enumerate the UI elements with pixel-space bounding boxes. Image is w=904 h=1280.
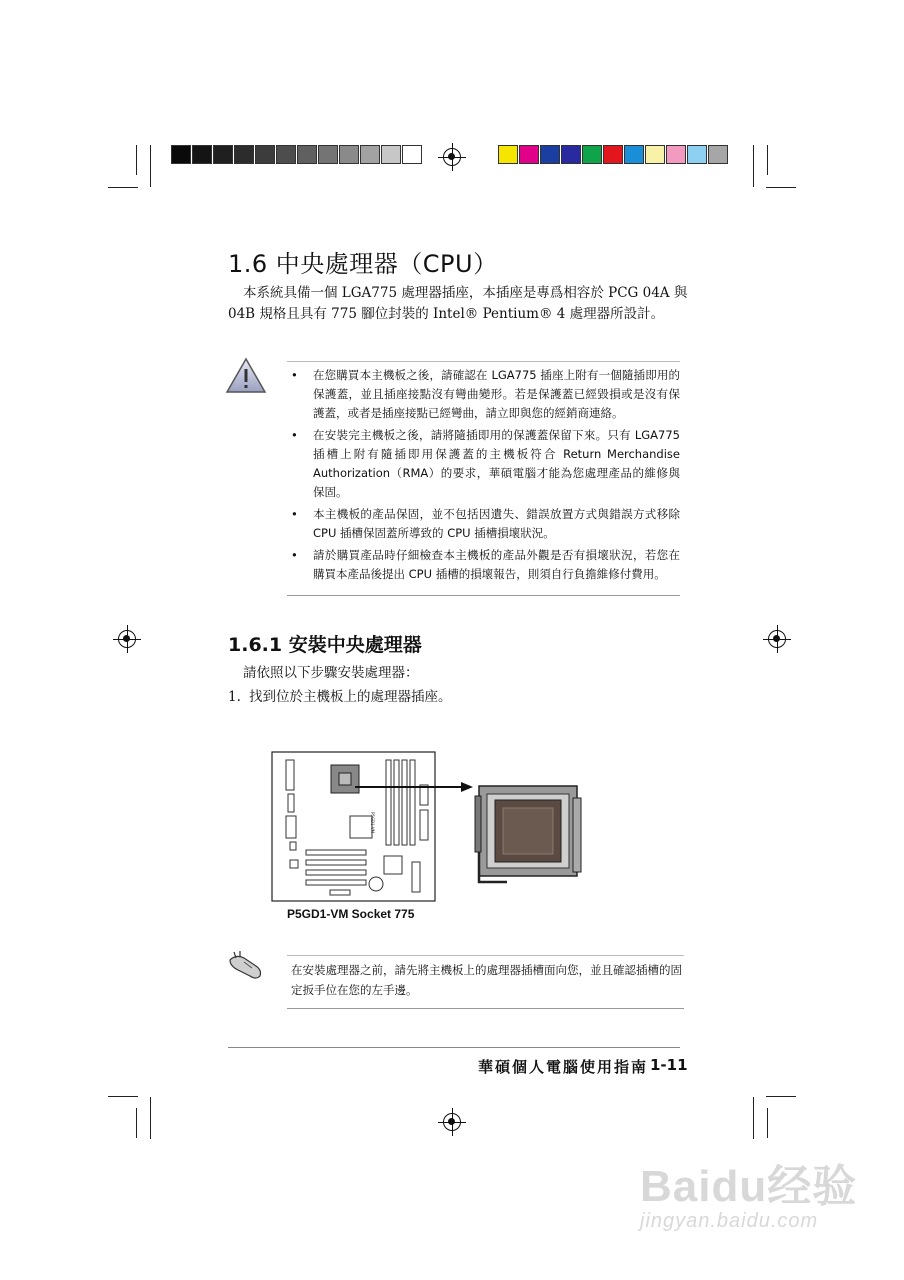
- watermark-site: jingyan.baidu.com: [640, 1210, 819, 1232]
- color-swatch: [318, 145, 338, 164]
- color-swatch: [666, 145, 686, 164]
- color-swatch: [297, 145, 317, 164]
- color-swatch: [708, 145, 728, 164]
- intro-line-1: 本系統具備一個 LGA775 處理器插座，本插座是專爲相容於 PCG 04A 與: [243, 285, 688, 301]
- color-swatch: [540, 145, 560, 164]
- crop-mark: [150, 1097, 151, 1139]
- crop-mark: [108, 187, 138, 188]
- crop-mark: [108, 1096, 138, 1097]
- step-text: 找到位於主機板上的處理器插座。: [249, 689, 452, 705]
- registration-mark-icon: [118, 630, 136, 648]
- color-swatch: [234, 145, 254, 164]
- color-swatch: [402, 145, 422, 164]
- color-swatch: [276, 145, 296, 164]
- note-text: 在安裝處理器之前，請先將主機板上的處理器插槽面向您，並且確認插槽的固定扳手位在您的左手邊。: [291, 963, 682, 997]
- registration-mark-icon: [443, 148, 461, 166]
- install-lead: 請依照以下步驟安裝處理器：: [243, 665, 419, 681]
- crop-mark: [150, 145, 151, 187]
- note-box: [287, 955, 684, 1009]
- color-swatch: [624, 145, 644, 164]
- color-swatch: [687, 145, 707, 164]
- color-swatch: [171, 145, 191, 164]
- color-swatch: [603, 145, 623, 164]
- color-swatch: [213, 145, 233, 164]
- footer-title: 華碩個人電腦使用指南: [478, 1058, 649, 1076]
- page-number: 1-11: [650, 1056, 688, 1074]
- crop-mark: [767, 145, 768, 175]
- color-swatch: [339, 145, 359, 164]
- crop-mark: [766, 187, 796, 188]
- step-number: 1.: [228, 689, 241, 705]
- intro-line-2: 04B 規格且具有 775 腳位封裝的 Intel® Pentium® 4 處理器所設計。: [228, 306, 665, 322]
- baidu-watermark: [640, 1150, 857, 1233]
- cpu-socket-illustration: [473, 782, 585, 890]
- board-label: P5GD1-VM: [370, 812, 375, 834]
- color-swatch: [519, 145, 539, 164]
- section-title: 1.6 中央處理器（CPU）: [228, 250, 498, 278]
- color-swatch: [498, 145, 518, 164]
- color-swatch: [645, 145, 665, 164]
- hand-note-icon: [226, 950, 266, 982]
- color-swatch: [582, 145, 602, 164]
- figure-caption: P5GD1-VM Socket 775: [287, 907, 415, 921]
- warning-item: • 本主機板的產品保固，並不包括因遺失、錯誤放置方式與錯誤方式移除 CPU 插槽保固蓋所導致的 CPU 插槽損壞狀況。: [287, 505, 680, 543]
- crop-mark: [766, 1096, 796, 1097]
- warning-item: • 請於購買產品時仔細檢查本主機板的產品外觀是否有損壞狀況，若您在購買本產品後提出 CPU 插槽的損壞報告，則須自行負擔維修付費用。: [287, 546, 680, 584]
- warning-item: • 在安裝完主機板之後，請將隨插即用的保護蓋保留下來。只有 LGA775 插槽上附有隨插即用保護蓋的主機板符合 Return Merchandise Authorization（RMA）的要求，華碩電腦才能為您處理產品的維修與保固。: [287, 426, 680, 502]
- warning-triangle-icon: [224, 356, 268, 396]
- crop-mark: [753, 145, 754, 187]
- motherboard-diagram: [270, 750, 440, 905]
- crop-mark: [753, 1097, 754, 1139]
- color-swatch: [192, 145, 212, 164]
- grayscale-color-bar: [171, 145, 423, 164]
- registration-mark-icon: [443, 1113, 461, 1131]
- crop-mark: [767, 1108, 768, 1138]
- color-swatch: [255, 145, 275, 164]
- warning-box: [287, 361, 680, 596]
- color-swatch: [360, 145, 380, 164]
- subsection-title: 1.6.1 安裝中央處理器: [228, 634, 422, 656]
- crop-mark: [136, 145, 137, 175]
- cmyk-color-bar: [498, 145, 729, 164]
- warning-item: • 在您購買本主機板之後，請確認在 LGA775 插座上附有一個隨插即用的保護蓋，並且插座接點沒有彎曲變形。若是保護蓋已經毀損或是沒有保護蓋，或者是插座接點已經彎曲，請立即與您的經銷商連絡。: [287, 366, 680, 423]
- arrow-right-icon: [355, 778, 475, 790]
- crop-mark: [136, 1108, 137, 1138]
- footer-rule: [228, 1047, 680, 1048]
- watermark-logo: Baidu经验: [640, 1162, 858, 1211]
- color-swatch: [381, 145, 401, 164]
- registration-mark-icon: [768, 630, 786, 648]
- color-swatch: [561, 145, 581, 164]
